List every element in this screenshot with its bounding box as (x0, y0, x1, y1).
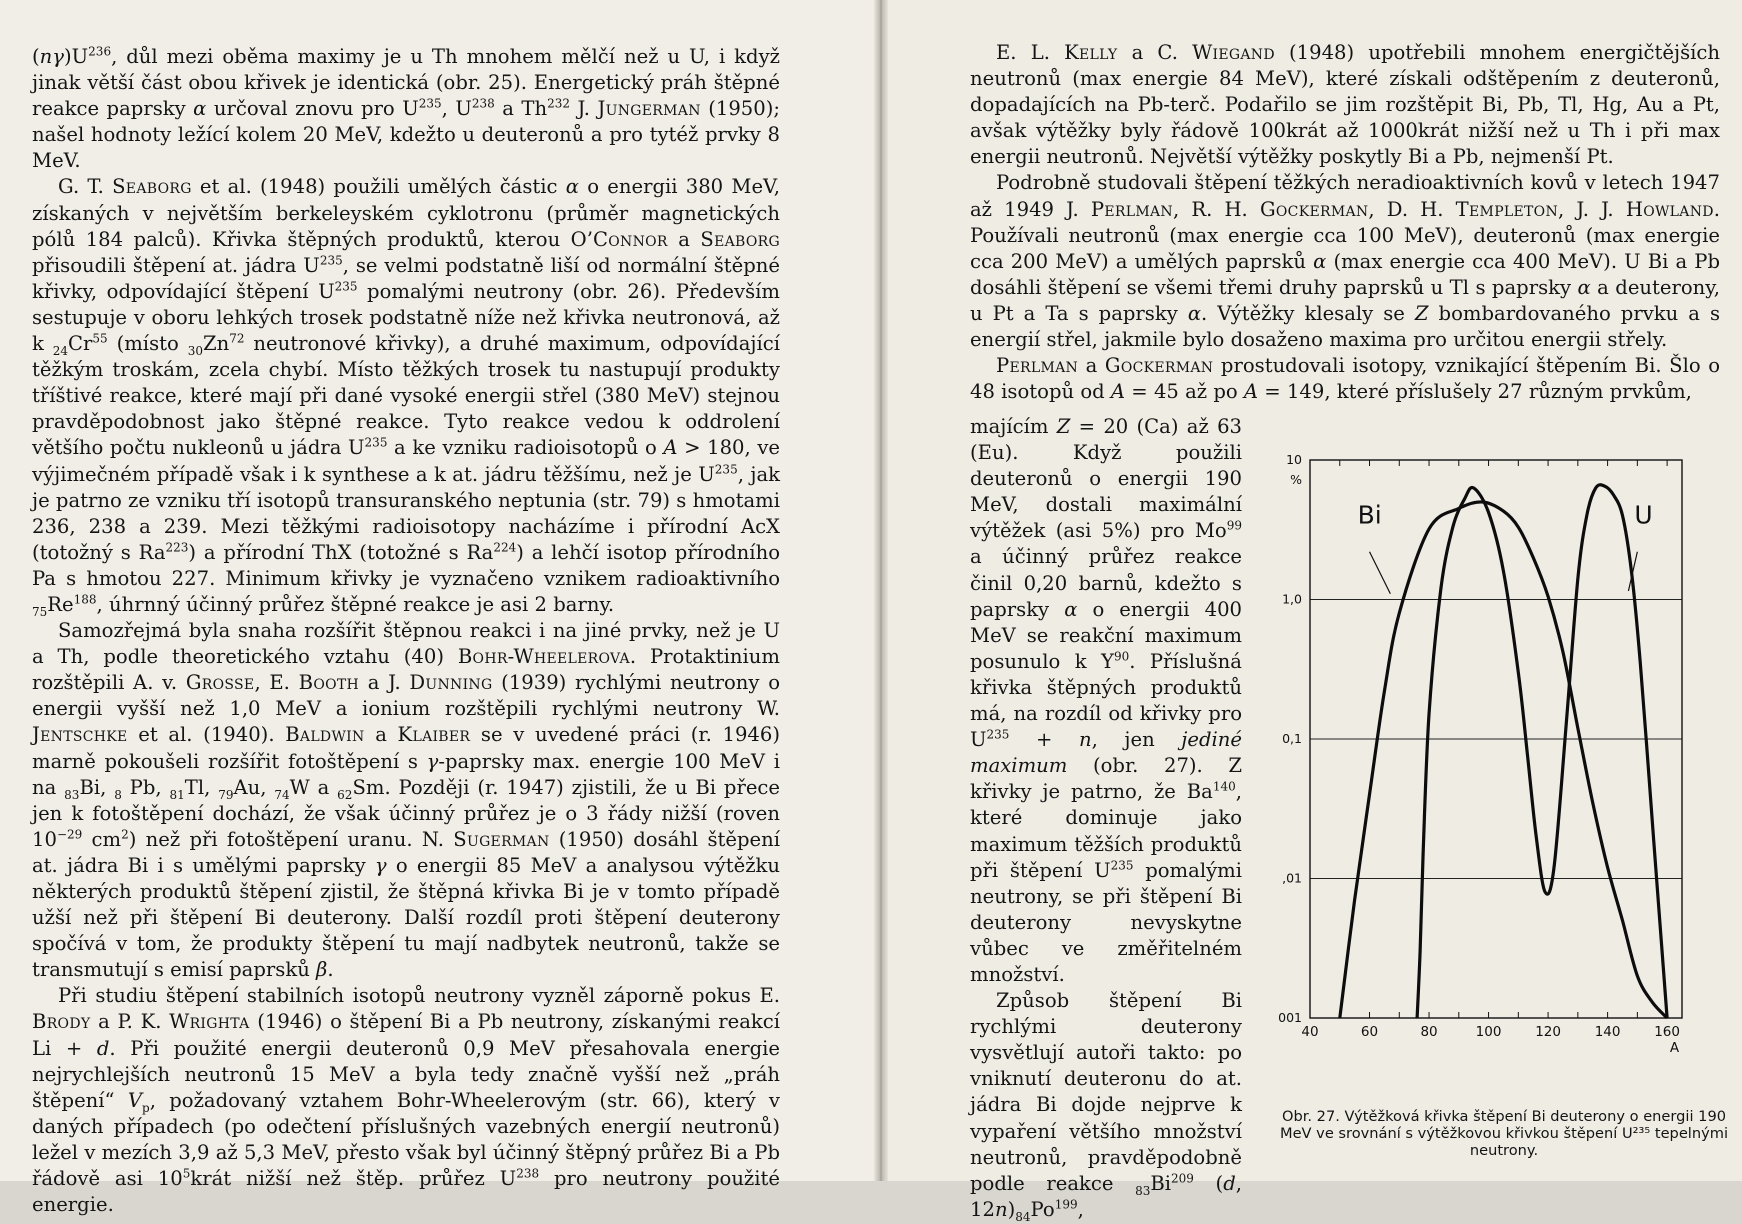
chart-series (1340, 485, 1667, 1018)
series-line-u (1417, 485, 1667, 1018)
x-tick-label: 160 (1654, 1024, 1681, 1040)
paragraph: Při studiu štěpení stabilních isotopů neutrony vyzněl záporně pokus E. Brody a P. K. Wrighta (1946) o štěpení Bi a Pb neutrony, získanými reakcí Li + d. Při použité energii deuteronů 0,9 MeV přesahovala energie nejrychlejších neutronů 15 MeV a byla tedy značně vyšší než „práh štěpení“ $V_p$, požadovaný vztahem Bohr-Wheelerovým (str. 66), který v daných případech (po odečtení příslušných vazebných energií neutronů) ležel v mezích 3,9 až 5,3 MeV, přesto však byl účinný štěpný průřez Bi a Pb řádově asi $10^5krát$ nižší než štěp. průřez $U^{238}$ pro neutrony použité energie. (32, 984, 781, 1217)
y-tick-label: 1,0 (1282, 591, 1302, 607)
paragraph: Samozřejmá byla snaha rozšířit štěpnou reakci i na jiné prvky, než je U a Th, podle theoretického vztahu (40) Bohr-Wheelerova. Protaktinium rozštěpili A. v. Grosse, E. Booth a J. Dunning (1939) rychlými neutrony o energii vyšší než 1,0 MeV a ionium rozštěpili rychlými neutrony W. Jentschke et al. (1940). Baldwin a Klaiber se v uvedené práci (r. 1946) marně pokoušeli rozšířit fotoštěpení s γ-paprsky max. energie 100 MeV i na $_{83}$Bi, $_8$ Pb, $_{81}$Tl, $_{79}$Au, $_{74}$W a $_{62}$Sm. Později (r. 1947) zjistili, že u Bi přece jen k fotoštěpení dochází, že však účinný průřez je o 3 řády nižší (roven $10^{-29}$ $cm^2$) než při fotoštěpení uranu. N. Sugerman (1950) dosáhl štěpení at. jádra Bi i s umělými paprsky γ o energii 85 MeV a analysou výtěžku některých produktů štěpení zjistil, že štěpná křivka Bi je v tomto případě užší než při štěpení Bi deuterony. Další rozdíl proti štěpení deuterony spočívá v tom, že produkty štěpení tu mají nadbytek neutronů, takže se transmutují s emisí paprsků β. (32, 619, 781, 982)
x-axis-label: A (1669, 1040, 1680, 1056)
paragraph: Způsob štěpení Bi rychlými deuterony vysvětlují autoři takto: po vniknutí deuteronu do at. jádra Bi dojde nejprve k vypaření většího množství neutronů, pravděpodobně podle reakce $_{83}Bi^{209}$ (d, $12n)_{84}Po^{199}$, (970, 989, 1242, 1224)
y-tick-label: 001 (1278, 1010, 1302, 1025)
paragraph: $(n\gamma)U^{236}$, důl mezi oběma maximy je u Th mnohem mělčí než u U, i když jinak větší část obou křivek je identická (obr. 25). Energetický práh štěpné reakce paprsky α určoval znovu pro $U^{235}$, $U^{238}$ a Th$^{232}$ J. Jungerman (1950); našel hodnoty ležící kolem 20 MeV, kdežto u deuteronů a pro tytéž prvky 8 MeV. (32, 44, 780, 173)
y-axis-label: % (1290, 472, 1302, 487)
paragraph: Podrobně studovali štěpení těžkých neradioaktivních kovů v letech 1947 až 1949 J. Perlman, R. H. Gockerman, D. H. Templeton, J. J. Howland. Používali neutronů (max energie cca 100 MeV), deuteronů (max energie cca 200 MeV) a umělých paprsků α (max energie cca 400 MeV). U Bi a Pb dosáhli štěpení se všemi třemi druhy paprsků u Tl s paprsky α a deuterony, u Pt a Ta s paprsky α. Výtěžky klesaly se Z bombardovaného prvku a s energií střel, jakmile bylo dosaženo maxima pro určitou energii střely. (970, 171, 1721, 352)
x-tick-label: 60 (1360, 1024, 1379, 1040)
book-spine (874, 0, 888, 1181)
chart-labels (1278, 452, 1680, 1056)
figure-caption: Obr. 27. Výtěžková křivka štěpení Bi deuterony o energii 190 MeV ve srovnání s výtěžkovou křivkou štěpení U²³⁵ tepelnými neutrony. (1279, 1108, 1729, 1159)
yield-chart (1262, 440, 1722, 1110)
x-tick-label: 140 (1594, 1024, 1621, 1040)
paragraph: G. T. Seaborg et al. (1948) použili umělých částic α o energii 380 MeV, získaných v největším berkeleyském cyklotronu (průměr magnetických pólů 184 palců). Křivka štěpných produktů, kterou O’Connor a Seaborg přisoudili štěpení at. jádra $U^{235}$, se velmi podstatně liší od normální štěpné křivky, odpovídající štěpení $U^{235}$ pomalými neutrony (obr. 26). Především sestupuje v oboru lehkých trosek podstatně níže než křivka neutronová, až k $_{24}Cr^{55}$ (místo $_{30}Zn^{72}$ neutronové křivky), a druhé maximum, odpovídající těžkým troskám, zcela chybí. Místo těžkých trosek tu nastupují produkty tříštivé reakce, které mají při dané vysoké energii střel (380 MeV) stejnou pravděpodobnost jako štěpné reakce. Tyto reakce vedou k oddrolení většího počtu nukleonů u jádra $U^{235}$ a ke vzniku radioisotopů o A > 180, ve výjimečném případě však i k synthese a k at. jádru těžšímu, než je $U^{235}$, jak je patrno ze vzniku tří isotopů transuranského neptunia (str. 79) s hmotami 236, 238 a 239. Mezi těžkými radioisotopy nacházíme i přírodní AcX (totožný s Ra$^{223}$) a přírodní ThX (totožné s Ra$^{224}$) a lehčí isotop přírodního Pa s hmotou 227. Minimum křivky je vyznačeno vznikem radioaktivního $_{75}Re^{188}$, úhrnný účinný průřez štěpné reakce je asi 2 barny. (32, 175, 781, 619)
right-page-text-top (970, 40, 1720, 405)
y-tick-label: ,01 (1282, 870, 1302, 886)
x-tick-label: 120 (1535, 1024, 1561, 1040)
paragraph: E. L. Kelly a C. Wiegand (1948) upotřebili mnohem energičtějších neutronů (max energie 84 MeV), které získali odštěpením z deuteronů, dopadajících na Pb-terč. Podařilo se jim rozštěpit Bi, Pb, Tl, Hg, Au a Pt, avšak výtěžky byly řádově 100krát až 1000krát nižší než u Th i při max energii neutronů. Největší výtěžky poskytly Bi a Pb, nejmenší Pt. (970, 41, 1720, 169)
left-page-text (32, 44, 780, 1218)
y-tick-label: 0,1 (1282, 731, 1302, 746)
paragraph: majícím Z = 20 (Ca) až 63 (Eu). Když použili deuteronů o energii 190 MeV, dostali maximální výtěžek (asi 5%) pro Mo$^{99}$ a účinný průřez reakce činil 0,20 barnů, kdežto s paprsky α o energii 400 MeV se reakční maximum posunulo k $Y^{90}$. Příslušná křivka štěpných produktů má, na rozdíl od křivky pro $U^{235} + n$, jen jediné maximum (obr. 27). Z křivky je patrno, že Ba$^{140}$, které dominuje jako maximum těžších produktů při štěpení $U^{235}$ pomalými neutrony, se při štěpení Bi deuterony nevyskytne vůbec ve změřitelném množství. (970, 415, 1243, 986)
series-label-u: U (1634, 500, 1653, 530)
y-tick-label: 10 (1286, 452, 1302, 467)
right-page-text-column (970, 414, 1242, 1223)
x-tick-label: 80 (1420, 1024, 1438, 1040)
paragraph: Perlman a Gockerman prostudovali isotopy, vznikající štěpením Bi. Šlo o 48 isotopů od A = 45 až po A = 149, které příslušely 27 různým prvkům, (970, 354, 1720, 404)
series-pointer-bi (1370, 552, 1391, 594)
x-tick-label: 40 (1301, 1024, 1319, 1040)
series-label-bi: Bi (1357, 500, 1382, 530)
x-tick-label: 100 (1475, 1024, 1502, 1040)
